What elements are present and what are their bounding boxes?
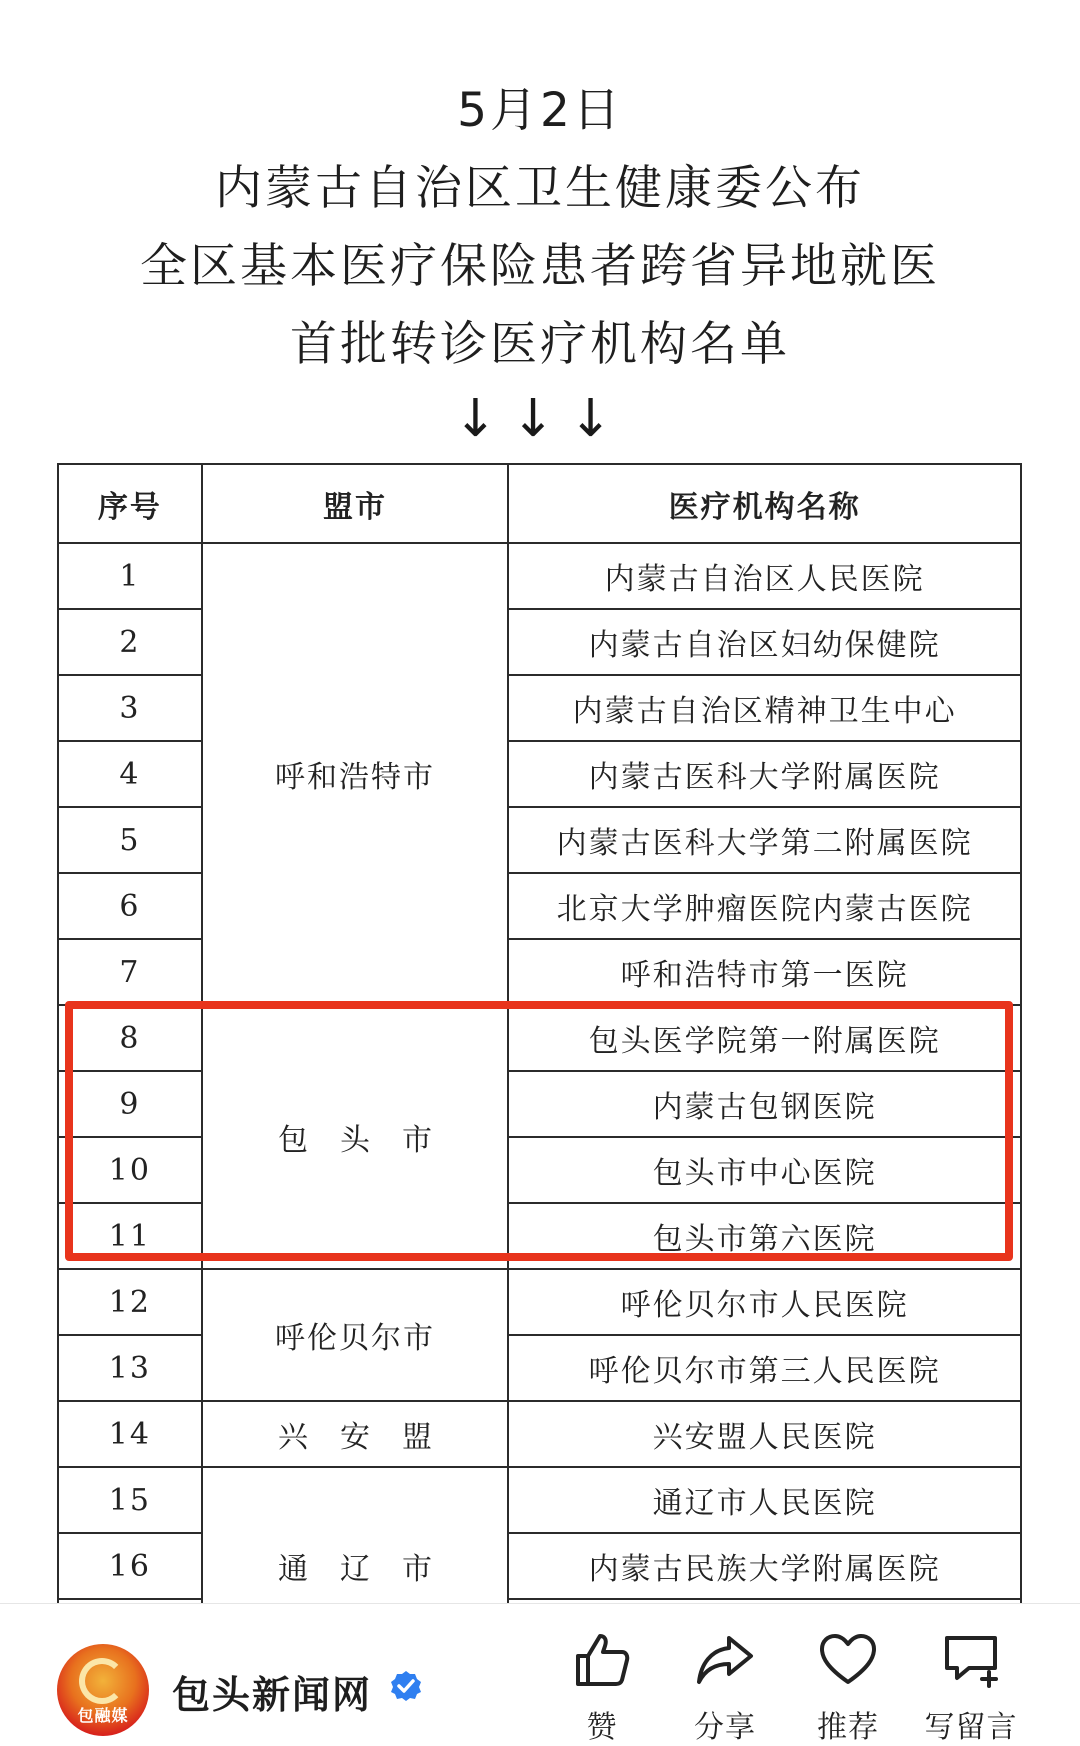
city-name: 通辽市 (277, 1552, 464, 1587)
bottom-action-bar (0, 1603, 1080, 1745)
institution-cell: 包头医学院第一附属医院 (508, 1005, 1021, 1071)
table-row (58, 1401, 1021, 1467)
institution-cell: 内蒙古自治区妇幼保健院 (508, 609, 1021, 675)
table-header-row (58, 464, 1021, 543)
title-date: 5月2日 (457, 83, 623, 138)
serial-cell: 12 (58, 1269, 202, 1335)
city-name: 呼和浩特市 (274, 760, 435, 795)
city-name: 包头市 (277, 1123, 464, 1158)
institution-cell: 包头市第六医院 (508, 1203, 1021, 1269)
institution-cell: 内蒙古医科大学第二附属医院 (508, 807, 1021, 873)
header-city: 盟市 (202, 464, 508, 543)
serial-cell: 3 (58, 675, 202, 741)
serial-cell: 2 (58, 609, 202, 675)
city-cell (202, 1269, 508, 1401)
city-cell (202, 1005, 508, 1269)
heart-icon (818, 1632, 878, 1688)
article-title-block (0, 72, 1080, 454)
serial-cell: 6 (58, 873, 202, 939)
table-row (58, 543, 1021, 609)
institution-cell: 内蒙古包钢医院 (508, 1071, 1021, 1137)
table-row (58, 1269, 1021, 1335)
share-button[interactable] (670, 1632, 780, 1746)
serial-cell: 14 (58, 1401, 202, 1467)
institution-cell: 内蒙古民族大学附属医院 (508, 1533, 1021, 1599)
institution-cell: 内蒙古医科大学附属医院 (508, 741, 1021, 807)
title-line-2: 内蒙古自治区卫生健康委公布 (215, 161, 865, 216)
institution-cell: 内蒙古自治区人民医院 (508, 543, 1021, 609)
serial-cell: 9 (58, 1071, 202, 1137)
write-comment-label: 写留言 (924, 1710, 1018, 1745)
serial-cell: 15 (58, 1467, 202, 1533)
city-cell (202, 1401, 508, 1467)
logo-swirl-icon (79, 1658, 125, 1704)
comment-add-icon (941, 1632, 1001, 1688)
table-row (58, 1467, 1021, 1533)
serial-cell: 11 (58, 1203, 202, 1269)
city-cell (202, 1467, 508, 1603)
serial-cell: 8 (58, 1005, 202, 1071)
serial-cell: 1 (58, 543, 202, 609)
verified-badge-icon (390, 1670, 422, 1702)
write-comment-button[interactable] (916, 1632, 1026, 1746)
institution-cell: 兴安盟人民医院 (508, 1401, 1021, 1467)
institution-cell: 北京大学肿瘤医院内蒙古医院 (508, 873, 1021, 939)
recommend-button[interactable] (793, 1632, 903, 1746)
share-icon (695, 1632, 755, 1688)
institution-cell: 呼伦贝尔市第三人民医院 (508, 1335, 1021, 1401)
hospital-table (57, 463, 1022, 1603)
share-label: 分享 (694, 1710, 756, 1745)
city-cell (202, 543, 508, 1005)
city-name: 兴安盟 (277, 1420, 464, 1455)
account-name[interactable]: 包头新闻网 (172, 1673, 373, 1717)
title-line-3: 全区基本医疗保险患者跨省异地就医 (140, 239, 940, 294)
serial-cell: 10 (58, 1137, 202, 1203)
recommend-label: 推荐 (817, 1710, 879, 1745)
institution-cell: 呼和浩特市第一医院 (508, 939, 1021, 1005)
serial-cell: 16 (58, 1533, 202, 1599)
city-name: 呼伦贝尔市 (274, 1321, 435, 1356)
serial-cell: 13 (58, 1335, 202, 1401)
thumbs-up-icon (572, 1632, 632, 1688)
institution-cell: 呼伦贝尔市人民医院 (508, 1269, 1021, 1335)
serial-cell: 5 (58, 807, 202, 873)
avatar-logo-text: 包融媒 (77, 1706, 129, 1725)
down-arrows-icon: ↓↓↓ (453, 389, 627, 449)
like-label: 赞 (586, 1710, 618, 1745)
header-institution: 医疗机构名称 (508, 464, 1021, 543)
institution-cell: 包头市中心医院 (508, 1137, 1021, 1203)
avatar[interactable] (57, 1644, 149, 1736)
like-button[interactable] (547, 1632, 657, 1746)
hospital-list-table-image (57, 463, 1022, 1603)
institution-cell: 通辽市人民医院 (508, 1467, 1021, 1533)
institution-cell: 内蒙古自治区精神卫生中心 (508, 675, 1021, 741)
table-body (58, 543, 1021, 1603)
title-line-4: 首批转诊医疗机构名单 (290, 317, 790, 372)
table-row (58, 1005, 1021, 1071)
header-serial: 序号 (58, 464, 202, 543)
serial-cell: 4 (58, 741, 202, 807)
serial-cell: 7 (58, 939, 202, 1005)
